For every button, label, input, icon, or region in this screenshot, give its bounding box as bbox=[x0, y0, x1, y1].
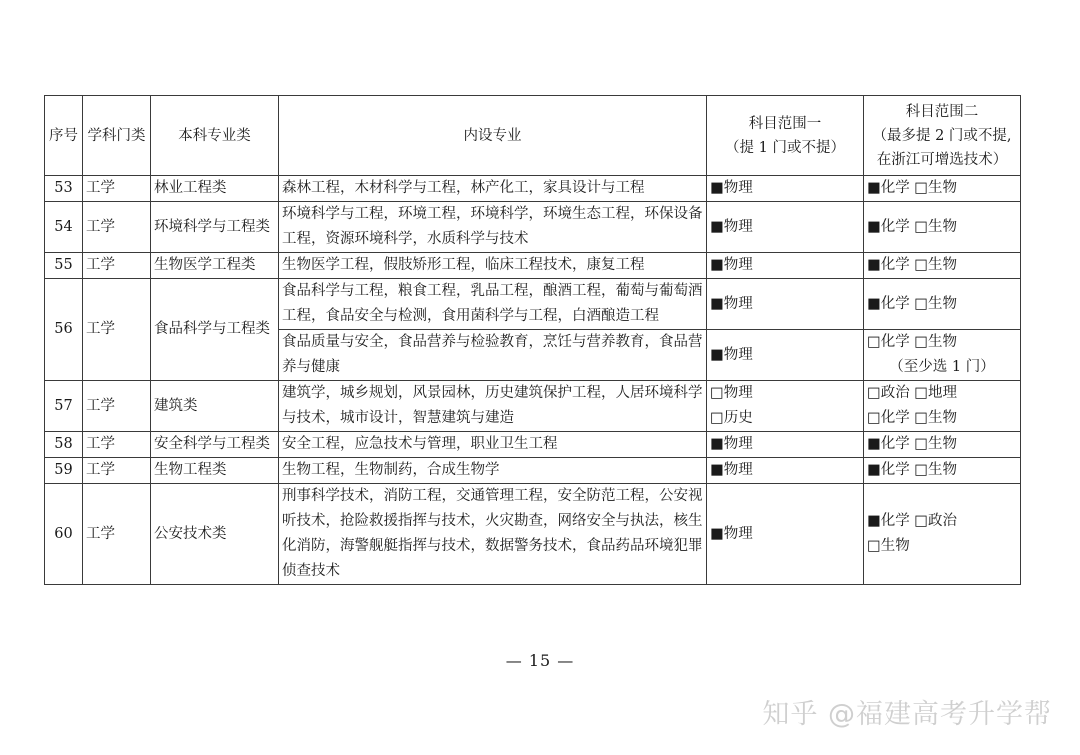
range2-value: □化学 □生物 bbox=[867, 410, 958, 426]
table-header-row bbox=[45, 96, 1021, 176]
row-range2 bbox=[864, 253, 1021, 279]
range1-value: ■物理 bbox=[710, 295, 753, 312]
table-row bbox=[45, 176, 1021, 202]
row-major-class: 生物医学工程类 bbox=[151, 253, 279, 279]
row-number: 59 bbox=[45, 458, 83, 484]
row-major-class: 公安技术类 bbox=[151, 484, 279, 585]
range2-value: ■化学 □生物 bbox=[867, 218, 958, 235]
table-row bbox=[45, 458, 1021, 484]
table-row bbox=[45, 432, 1021, 458]
row-major-class: 环境科学与工程类 bbox=[151, 202, 279, 253]
range2-value: □化学 □生物 bbox=[867, 334, 958, 350]
row-range2 bbox=[864, 176, 1021, 202]
row-category: 工学 bbox=[83, 458, 151, 484]
table-body bbox=[45, 176, 1021, 585]
row-range1 bbox=[707, 279, 864, 330]
row-number: 53 bbox=[45, 176, 83, 202]
page-number: — 15 — bbox=[505, 651, 575, 670]
table-row bbox=[45, 253, 1021, 279]
row-major-class: 建筑类 bbox=[151, 381, 279, 432]
header-inner-majors: 内设专业 bbox=[279, 96, 707, 176]
row-number: 57 bbox=[45, 381, 83, 432]
row-range2 bbox=[864, 381, 1021, 432]
row-inner-majors: 食品质量与安全，食品营养与检验教育，烹饪与营养教育，食品营养与健康 bbox=[279, 330, 707, 381]
row-category: 工学 bbox=[83, 381, 151, 432]
header-range2-line: 科目范围二 bbox=[905, 103, 979, 120]
row-inner-majors: 安全工程，应急技术与管理，职业卫生工程 bbox=[279, 432, 707, 458]
row-inner-majors: 生物医学工程，假肢矫形工程，临床工程技术，康复工程 bbox=[279, 253, 707, 279]
row-range1 bbox=[707, 330, 864, 381]
range2-value: ■化学 □生物 bbox=[867, 436, 958, 452]
range1-value: ■物理 bbox=[710, 180, 753, 196]
table-row bbox=[45, 279, 1021, 330]
row-number: 56 bbox=[45, 279, 83, 381]
range1-value: □物理 bbox=[710, 385, 753, 401]
row-range2 bbox=[864, 202, 1021, 253]
row-major-class: 生物工程类 bbox=[151, 458, 279, 484]
header-major-class: 本科专业类 bbox=[151, 96, 279, 176]
row-inner-majors: 环境科学与工程，环境工程，环境科学，环境生态工程，环保设备工程，资源环境科学，水质科学与技术 bbox=[279, 202, 707, 253]
row-range1 bbox=[707, 253, 864, 279]
row-major-class: 安全科学与工程类 bbox=[151, 432, 279, 458]
row-range1 bbox=[707, 202, 864, 253]
row-range2 bbox=[864, 330, 1021, 381]
table-row bbox=[45, 381, 1021, 432]
range2-value: ■化学 □生物 bbox=[867, 462, 958, 478]
range2-value: ■化学 □生物 bbox=[867, 180, 958, 196]
row-range2 bbox=[864, 279, 1021, 330]
header-range1-line: 科目范围一 bbox=[748, 115, 822, 132]
row-range1 bbox=[707, 176, 864, 202]
row-number: 60 bbox=[45, 484, 83, 585]
range2-value: ■化学 □政治 bbox=[867, 513, 958, 529]
row-category: 工学 bbox=[83, 253, 151, 279]
row-number: 54 bbox=[45, 202, 83, 253]
range2-value: ■化学 □生物 bbox=[867, 295, 958, 312]
row-range1 bbox=[707, 381, 864, 432]
range2-value: □政治 □地理 bbox=[867, 385, 958, 401]
row-inner-majors: 森林工程，木材科学与工程，林产化工，家具设计与工程 bbox=[279, 176, 707, 202]
header-range1-line: （提 1 门或不提） bbox=[725, 139, 845, 156]
row-major-class: 林业工程类 bbox=[151, 176, 279, 202]
table-row bbox=[45, 202, 1021, 253]
header-range2-line: 在浙江可增选技术） bbox=[876, 151, 1008, 168]
row-range1 bbox=[707, 458, 864, 484]
row-category: 工学 bbox=[83, 432, 151, 458]
range1-value: ■物理 bbox=[710, 218, 753, 235]
row-range1 bbox=[707, 484, 864, 585]
row-category: 工学 bbox=[83, 176, 151, 202]
range1-value: □历史 bbox=[710, 410, 753, 426]
row-range2 bbox=[864, 484, 1021, 585]
row-range2 bbox=[864, 432, 1021, 458]
range1-value: ■物理 bbox=[710, 257, 753, 273]
row-range2 bbox=[864, 458, 1021, 484]
header-range1 bbox=[707, 96, 864, 176]
row-inner-majors: 食品科学与工程，粮食工程，乳品工程，酿酒工程，葡萄与葡萄酒工程，食品安全与检测，食用菌科学与工程，白酒酿造工程 bbox=[279, 279, 707, 330]
row-inner-majors: 生物工程，生物制药，合成生物学 bbox=[279, 458, 707, 484]
row-category: 工学 bbox=[83, 202, 151, 253]
range1-value: ■物理 bbox=[710, 436, 753, 452]
range2-value: ■化学 □生物 bbox=[867, 257, 958, 273]
row-range1 bbox=[707, 432, 864, 458]
range2-value: □生物 bbox=[867, 538, 910, 554]
watermark: 知乎 @福建高考升学帮 bbox=[762, 699, 1052, 730]
row-category: 工学 bbox=[83, 484, 151, 585]
row-number: 58 bbox=[45, 432, 83, 458]
header-range2 bbox=[864, 96, 1021, 176]
row-inner-majors: 建筑学，城乡规划，风景园林，历史建筑保护工程，人居环境科学与技术，城市设计，智慧建筑与建造 bbox=[279, 381, 707, 432]
majors-subject-table bbox=[44, 95, 1021, 585]
row-inner-majors: 刑事科学技术，消防工程，交通管理工程，安全防范工程，公安视听技术，抢险救援指挥与技术，火灾勘查，网络安全与执法，核生化消防，海警舰艇指挥与技术，数据警务技术，食品药品环境犯罪侦查技术 bbox=[279, 484, 707, 585]
row-major-class: 食品科学与工程类 bbox=[151, 279, 279, 381]
row-category: 工学 bbox=[83, 279, 151, 381]
range1-value: ■物理 bbox=[710, 525, 753, 542]
range2-value: （至少选 1 门） bbox=[889, 359, 995, 375]
header-no: 序号 bbox=[45, 96, 83, 176]
range1-value: ■物理 bbox=[710, 346, 753, 363]
header-category: 学科门类 bbox=[83, 96, 151, 176]
row-number: 55 bbox=[45, 253, 83, 279]
table-row bbox=[45, 484, 1021, 585]
range1-value: ■物理 bbox=[710, 462, 753, 478]
header-range2-line: （最多提 2 门或不提, bbox=[872, 127, 1012, 144]
